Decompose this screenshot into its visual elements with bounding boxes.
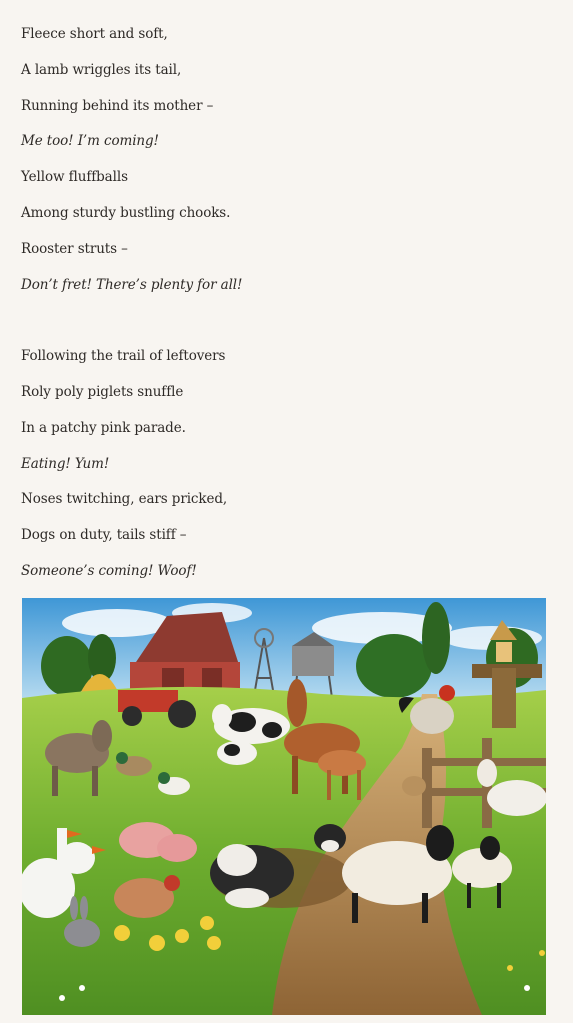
poem-line: Yellow fluffballs [21,169,128,186]
poem-line: Running behind its mother – [21,97,214,114]
poem-line: Dogs on duty, tails stiff – [21,527,187,544]
calf [217,741,257,765]
tree [356,634,432,698]
poem-line-italic: Don’t fret! There’s plenty for all! [21,276,243,293]
poem-line: Roly poly piglets snuffle [21,383,184,400]
cloud [62,609,172,637]
poem-line: Following the trail of leftovers [21,348,226,365]
poem-line-italic: Someone’s coming! Woof! [21,562,197,579]
poem-line: A lamb wriggles its tail, [21,61,182,78]
poem-line-italic: Eating! Yum! [21,455,110,472]
poem-line-italic: Me too! I’m coming! [21,133,159,150]
tree [422,602,450,674]
poem-line: In a patchy pink parade. [21,419,186,436]
cat [402,776,426,796]
stanza-divider [21,312,551,348]
poem [21,26,551,599]
poem-line: Rooster struts – [21,240,128,257]
stanza-2 [21,348,551,580]
puppy [314,824,346,852]
poem-line: Noses twitching, ears pricked, [21,491,228,508]
poem-line: Fleece short and soft, [21,26,168,42]
farm-scene-image [22,598,546,1015]
poem-line: Among sturdy bustling chooks. [21,204,231,221]
farm-illustration [22,598,546,1015]
stanza-1 [21,26,551,294]
